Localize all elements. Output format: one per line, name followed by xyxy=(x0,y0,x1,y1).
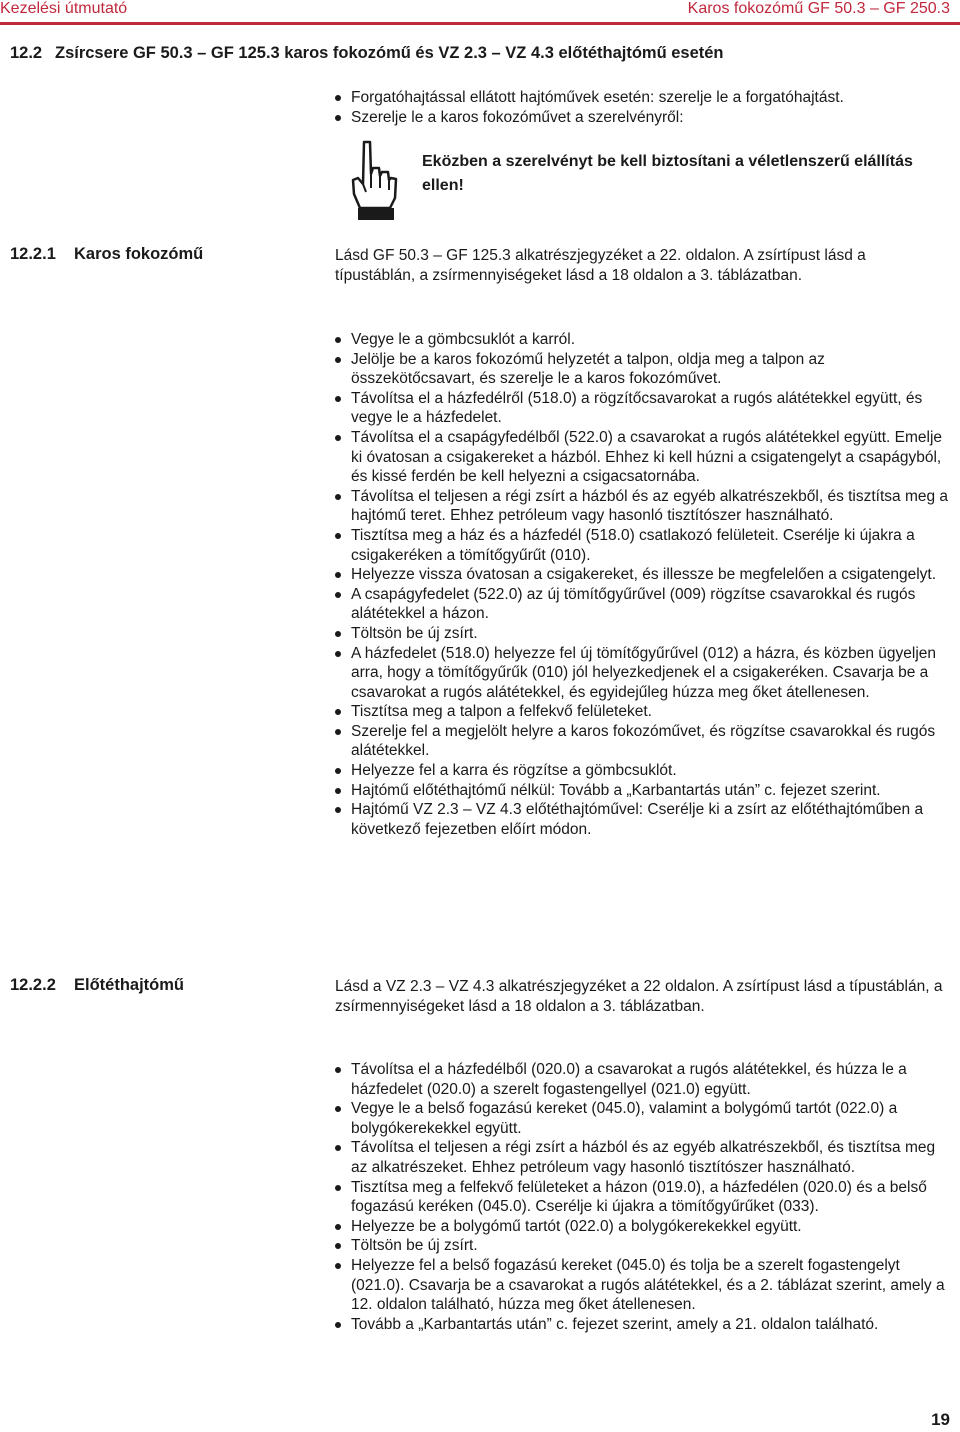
bullet-icon xyxy=(335,631,341,637)
list-item xyxy=(335,781,950,801)
list-item-text: Távolítsa el teljesen a régi zsírt a házból és az egyéb alkatrészekből, és tisztítsa meg az alkatrészeket. Ehhez petróleum vagy hasonló tisztítószer használható. xyxy=(351,1139,936,1176)
list-item-text: Tisztítsa meg a felfekvő felületeket a házon (019.0), a házfedélen (020.0) és a belső fogazású keréken (045.0). Cserélje ki újakra a tömítőgyűrűket (033). xyxy=(351,1178,927,1216)
section-title xyxy=(10,44,724,63)
bullet-icon xyxy=(335,435,341,441)
list-item xyxy=(335,585,950,624)
bullet-icon xyxy=(335,337,341,343)
list-item xyxy=(335,1138,950,1177)
header-rule xyxy=(0,22,960,25)
subsection-1-intro: Lásd GF 50.3 – GF 125.3 alkatrészjegyzéket a 22. oldalon. A zsírtípust lásd a típustáblán, a zsírmennyiségeket lásd a 18 oldalon a 3. táblázatban. xyxy=(335,247,866,284)
header-left: Kezelési útmutató xyxy=(0,0,128,17)
subsection-2-heading: Előtéthajtómű xyxy=(74,976,184,994)
section-heading: Zsírcsere GF 50.3 – GF 125.3 karos fokozómű és VZ 2.3 – VZ 4.3 előtéthajtómű esetén xyxy=(55,44,724,62)
bullet-icon xyxy=(335,533,341,539)
list-item-text: Forgatóhajtással ellátott hajtóművek esetén: szerelje le a forgatóhajtást. xyxy=(351,89,844,106)
subsection-1-list xyxy=(335,330,950,839)
list-item-text: Távolítsa el a csapágyfedélből (522.0) a csavarokat a rugós alátétekkel együtt. Emelje ki óvatosan a csigakereket a házból. Ehhez ki kell húzni a csigatengelyt a csapágyból, és kissé ferdén be kell helyezni a csigacsatornába. xyxy=(351,428,943,486)
list-item xyxy=(335,624,950,644)
list-item-text: Távolítsa el a házfedélről (518.0) a rögzítőcsavarokat a rugós alátétekkel együtt, és vegye le a házfedelet. xyxy=(351,389,923,427)
page-header xyxy=(0,0,960,22)
bullet-icon xyxy=(335,788,341,794)
list-item xyxy=(335,1060,950,1099)
list-item xyxy=(335,722,950,761)
bullet-icon xyxy=(335,651,341,657)
bullet-icon xyxy=(335,1243,341,1249)
list-item-text: Szerelje le a karos fokozóművet a szerelvényről: xyxy=(351,108,684,126)
list-item xyxy=(335,487,950,526)
subsection-1-title xyxy=(10,245,203,264)
bullet-icon xyxy=(335,1067,341,1073)
bullet-icon xyxy=(335,768,341,774)
list-item-text: Helyezze be a bolygómű tartót (022.0) a bolygókerekekkel együtt. xyxy=(351,1217,802,1235)
list-item xyxy=(335,761,950,781)
bullet-icon xyxy=(335,807,341,813)
bullet-icon xyxy=(335,572,341,578)
pointing-hand-icon xyxy=(350,138,398,227)
list-item xyxy=(335,526,950,565)
bullet-icon xyxy=(335,494,341,500)
list-item xyxy=(335,1256,950,1315)
subsection-1-heading: Karos fokozómű xyxy=(74,245,204,263)
list-item xyxy=(335,565,950,585)
subsection-2-title xyxy=(10,976,184,995)
list-item-text: Tisztítsa meg a talpon a felfekvő felületeket. xyxy=(351,703,652,721)
list-item-text: Jelölje be a karos fokozómű helyzetét a talpon, oldja meg a talpon az összekötőcsavart, és szerelje le a karos fokozóművet. xyxy=(351,350,825,388)
list-item-text: Szerelje fel a megjelölt helyre a karos fokozóművet, és rögzítse csavarokkal és rugós alátétekkel. xyxy=(351,722,936,760)
list-item xyxy=(335,88,945,108)
bullet-icon xyxy=(335,95,341,101)
intro-list xyxy=(335,88,945,127)
list-item xyxy=(335,644,950,703)
subsection-2-list xyxy=(335,1060,950,1334)
list-item xyxy=(335,1217,950,1237)
subsection-1-number: 12.2.1 xyxy=(10,245,56,263)
bullet-icon xyxy=(335,1185,341,1191)
list-item-text: Töltsön be új zsírt. xyxy=(351,1237,478,1255)
list-item xyxy=(335,428,950,487)
list-item xyxy=(335,1236,950,1256)
list-item-text: Töltsön be új zsírt. xyxy=(351,624,478,642)
bullet-icon xyxy=(335,115,341,121)
list-item xyxy=(335,800,950,839)
list-item-text: Távolítsa el a házfedélből (020.0) a csavarokat a rugós alátétekkel, és húzza le a házfedelet (020.0) a szerelt fogastengellyel (021.0) együtt. xyxy=(351,1061,907,1098)
list-item-text: Tisztítsa meg a ház és a házfedél (518.0) csatlakozó felületeit. Cserélje ki újakra a csigakeréken a tömítőgyűrűt (010). xyxy=(351,526,915,564)
subsection-2-intro: Lásd a VZ 2.3 – VZ 4.3 alkatrészjegyzéket a 22 oldalon. A zsírtípust lásd a típustáblán, a zsírmennyiségeket lásd a 18 oldalon a 3. táblázatban. xyxy=(335,978,943,1015)
list-item-text: Helyezze vissza óvatosan a csigakereket, és illessze be megfelelően a csigatengelyt. xyxy=(351,566,937,584)
bullet-icon xyxy=(335,729,341,735)
list-item xyxy=(335,389,950,428)
list-item-text: Vegye le a belső fogazású kereket (045.0), valamint a bolygómű tartót (022.0) a bolygókerekekkel együtt. xyxy=(351,1100,898,1137)
list-item xyxy=(335,350,950,389)
list-item xyxy=(335,1099,950,1138)
list-item-text: Távolítsa el teljesen a régi zsírt a házból és az egyéb alkatrészekből, és tisztítsa meg a hajtómű teret. Ehhez petróleum vagy hasonló tisztítószer használható. xyxy=(351,487,949,525)
list-item-text: A csapágyfedelet (522.0) az új tömítőgyűrűvel (009) rögzítse csavarokkal és rugós alátétekkel a házon. xyxy=(351,585,916,623)
bullet-icon xyxy=(335,592,341,598)
bullet-icon xyxy=(335,1224,341,1230)
list-item xyxy=(335,702,950,722)
list-item-text: Hajtómű előtéthajtómű nélkül: Tovább a „Karbantartás után” c. fejezet szerint. xyxy=(351,781,881,799)
list-item-text: A házfedelet (518.0) helyezze fel új tömítőgyűrűvel (012) a házra, és közben ügyeljen arra, hogy a tömítőgyűrűk (010) jól helyezkedjenek el a csigakeréken. Csavarja be a csavarokat a rugós alátétekkel, és egyidejűleg húzza meg őket átellenesen. xyxy=(351,644,937,701)
list-item-text: Vegye le a gömbcsuklót a karról. xyxy=(351,331,576,348)
header-right: Karos fokozómű GF 50.3 – GF 250.3 xyxy=(687,0,950,17)
list-item xyxy=(335,1178,950,1217)
bullet-icon xyxy=(335,1263,341,1269)
section-number: 12.2 xyxy=(10,44,43,62)
list-item xyxy=(335,108,945,128)
list-item-text: Tovább a „Karbantartás után” c. fejezet szerint, amely a 21. oldalon található. xyxy=(351,1315,879,1333)
list-item xyxy=(335,1315,950,1335)
list-item-text: Helyezze fel a karra és rögzítse a gömbcsuklót. xyxy=(351,762,677,780)
bullet-icon xyxy=(335,1145,341,1151)
bullet-icon xyxy=(335,396,341,402)
list-item xyxy=(335,330,950,350)
bullet-icon xyxy=(335,1106,341,1112)
bullet-icon xyxy=(335,1322,341,1328)
list-item-text: Hajtómű VZ 2.3 – VZ 4.3 előtéthajtóművel: Cserélje ki a zsírt az előtéthajtóműben a következő fejezetben előírt módon. xyxy=(351,801,924,838)
bullet-icon xyxy=(335,709,341,715)
list-item-text: Helyezze fel a belső fogazású kereket (045.0) és tolja be a szerelt fogastengelyt (021.0). Csavarja be a csavarokat a rugós alátétekkel, és a 2. táblázat szerint, amely a 12. oldalon található, húzza meg őket átellenesen. xyxy=(351,1256,945,1314)
bullet-icon xyxy=(335,357,341,363)
warning-text: Eközben a szerelvényt be kell biztosítani a véletlenszerű elállítás ellen! xyxy=(422,153,913,194)
subsection-2-number: 12.2.2 xyxy=(10,976,56,994)
page-number: 19 xyxy=(931,1410,950,1429)
